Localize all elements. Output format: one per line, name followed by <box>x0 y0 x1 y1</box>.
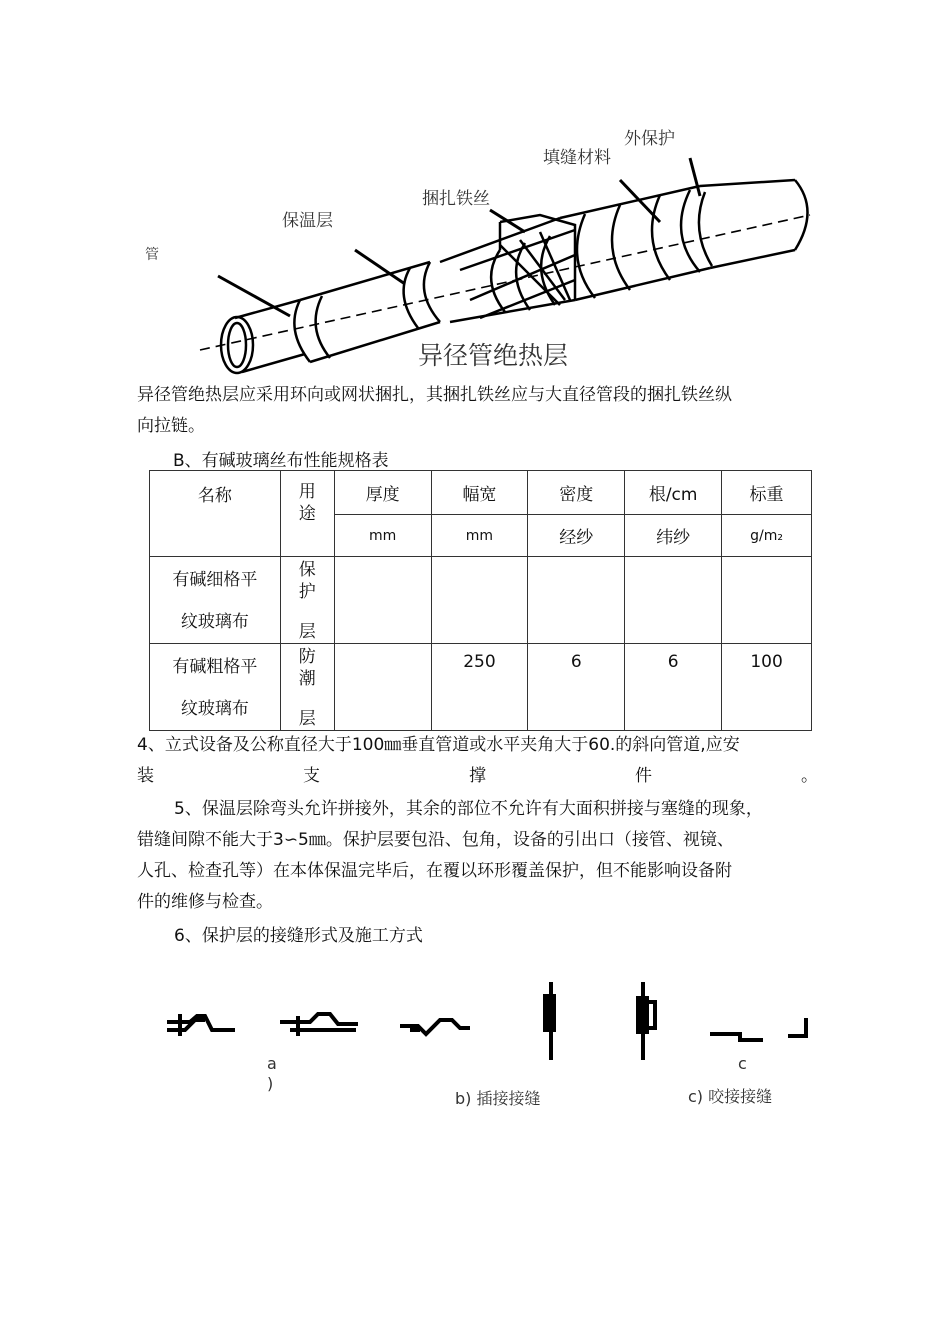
seam-label-a-paren: ) <box>267 1074 274 1093</box>
spread-char: 装 <box>137 766 154 786</box>
label-pipe: 管 <box>145 247 159 263</box>
spread-char: 撑 <box>469 766 486 786</box>
paragraph-line: 人孔、检查孔等）在本体保温完毕后，在覆以环形覆盖保护，但不能影响设备附 <box>137 861 732 881</box>
table-row <box>150 644 812 731</box>
paragraph-line: 5、保温层除弯头允许拼接外，其余的部位不允许有大面积拼接与塞缝的现象， <box>174 799 763 819</box>
paragraph-line: 异径管绝热层应采用环向或网状捆扎，其捆扎铁丝应与大直径管段的捆扎铁丝纵 <box>137 385 732 405</box>
table-title: B、有碱玻璃丝布性能规格表 <box>173 451 389 471</box>
spread-char: 。 <box>801 766 818 786</box>
label-outer-protection: 外保护 <box>624 129 675 149</box>
seam-label-b: b) 插接接缝 <box>455 1089 541 1108</box>
row-width <box>431 557 528 644</box>
seam-label-a: a <box>267 1054 277 1073</box>
row-weight <box>722 557 812 644</box>
paragraph-line-spread <box>137 761 818 792</box>
header-per-cm: 根/cm <box>625 471 722 515</box>
row-warp <box>528 557 625 644</box>
row-use: 防 潮 层 <box>280 644 334 731</box>
unit-weight: g/m₂ <box>722 515 812 557</box>
header-use: 用 途 <box>280 471 334 557</box>
row-name: 有碱细格平 纹玻璃布 <box>150 557 281 644</box>
spec-table <box>149 470 812 731</box>
paragraph-line: 向拉链。 <box>137 416 205 436</box>
label-insulation-layer: 保温层 <box>282 211 333 231</box>
paragraph-6: 6、保护层的接缝形式及施工方式 <box>174 926 423 946</box>
label-filler-material: 填缝材料 <box>543 148 611 168</box>
row-warp: 6 <box>528 644 625 731</box>
seam-types-figure <box>160 975 820 1070</box>
label-binding-wire: 捆扎铁丝 <box>422 189 490 209</box>
row-weft: 6 <box>625 644 722 731</box>
paragraph-line: 件的维修与检查。 <box>137 892 273 912</box>
paragraph-line: 4、立式设备及公称直径大于100㎜垂直管道或水平夹角大于60.的斜向管道,应安 <box>137 735 740 755</box>
header-weight: 标重 <box>722 471 812 515</box>
seam-label-c: c <box>738 1054 747 1073</box>
table-row <box>150 557 812 644</box>
unit-thickness: mm <box>334 515 431 557</box>
unit-weft: 纬纱 <box>625 515 722 557</box>
row-name: 有碱粗格平 纹玻璃布 <box>150 644 281 731</box>
unit-width: mm <box>431 515 528 557</box>
row-thickness <box>334 644 431 731</box>
row-weft <box>625 557 722 644</box>
row-use: 保 护 层 <box>280 557 334 644</box>
paragraph-5 <box>137 794 763 918</box>
seam-label-c-caption: c) 咬接接缝 <box>688 1087 773 1106</box>
row-thickness <box>334 557 431 644</box>
unit-warp: 经纱 <box>528 515 625 557</box>
row-weight: 100 <box>722 644 812 731</box>
paragraph-4 <box>137 730 818 792</box>
row-width: 250 <box>431 644 528 731</box>
paragraph-line: 错缝间隙不能大于3∽5㎜。保护层要包沿、包角，设备的引出口（接管、视镜、 <box>137 830 734 850</box>
header-density: 密度 <box>528 471 625 515</box>
header-width: 幅宽 <box>431 471 528 515</box>
paragraph-reducer <box>137 380 732 442</box>
figure-caption: 异径管绝热层 <box>418 341 569 370</box>
spread-char: 件 <box>635 766 652 786</box>
header-thickness: 厚度 <box>334 471 431 515</box>
spread-char: 支 <box>303 766 320 786</box>
header-name: 名称 <box>150 471 281 557</box>
